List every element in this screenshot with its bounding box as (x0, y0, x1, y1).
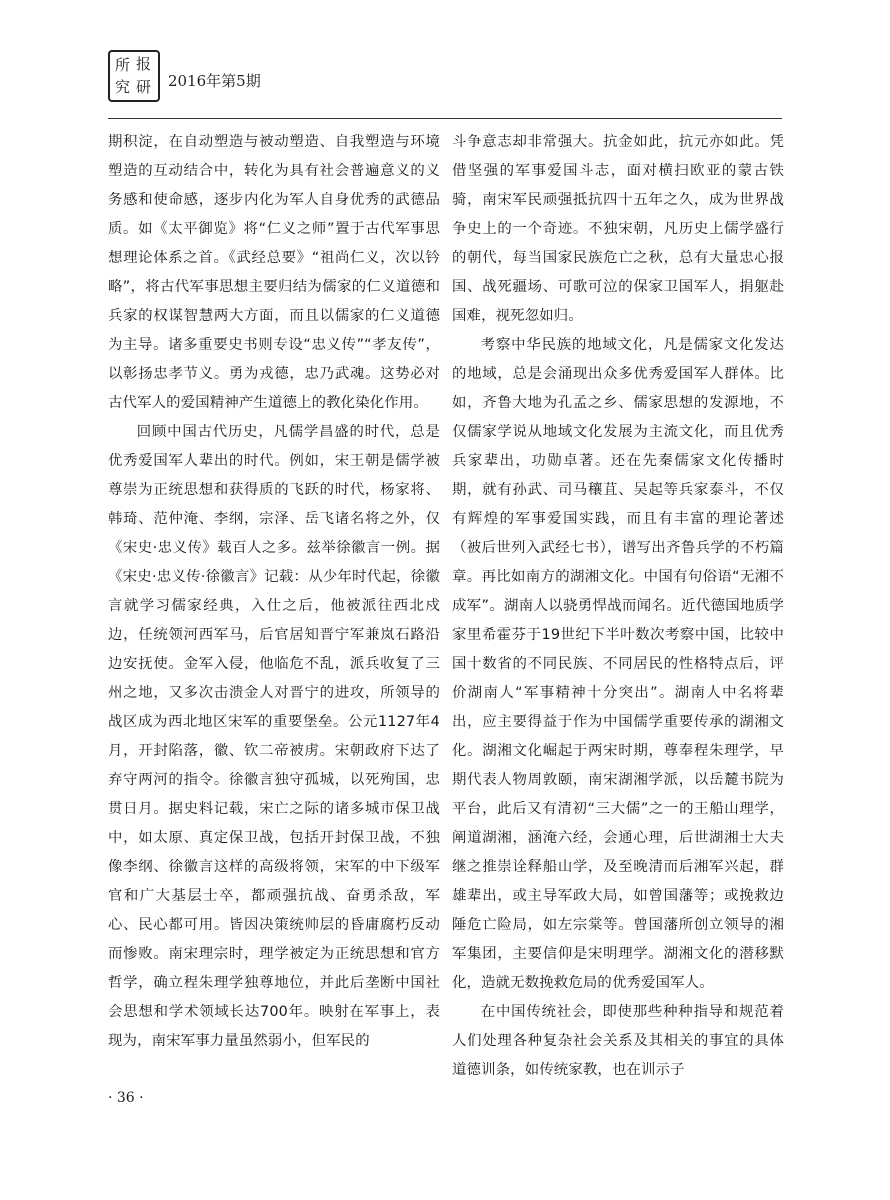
paragraph: 期积淀，在自动塑造与被动塑造、自我塑造与环境塑造的互动结合中，转化为具有社会普遍意义的义务感和使命感，逐步内化为军人自身优秀的武德品质。如《太平御览》将“仁义之师”置于古代军事思想理论体系之首。《武经总要》“祖尚仁义，次以钤略”，将古代军事思想主要归结为儒家的仁义道德和兵家的权谋智慧两大方面，而且以儒家的仁义道德为主导。诸多重要史书则专设“忠义传”“孝友传”，以彰扬忠孝节义。勇为戎德，忠乃武魂。这势必对古代军人的爱国精神产生道德上的教化染化作用。 (108, 134, 440, 411)
paragraph: 斗争意志却非常强大。抗金如此，抗元亦如此。凭借坚强的军事爱国斗志，面对横扫欧亚的蒙古铁骑，南宋军民顽强抵抗四十五年之久，成为世界战争史上的一个奇迹。不独宋朝，凡历史上儒学盛行的朝代，每当国家民族危亡之秋，总有大量忠心报国、战死疆场、可歌可泣的保家卫国军人，捐躯赴国难，视死忽如归。 (452, 134, 784, 324)
paragraph: 回顾中国古代历史，凡儒学昌盛的时代，总是优秀爱国军人辈出的时代。例如，宋王朝是儒学被尊崇为正统思想和获得质的飞跃的时代，杨家将、韩琦、范仲淹、李纲，宗泽、岳飞诸名将之外，仅《宋史·忠义传》载百人之多。兹举徐徽言一例。据《宋史·忠义传·徐徽言》记载：从少年时代起，徐徽言就学习儒家经典，入仕之后，他被派往西北戍边，任统领河西军马，后官居知晋宁军兼岚石路沿边安抚使。金军入侵，他临危不乱，派兵收复了三州之地，又多次击溃金人对晋宁的进攻，所领导的战区成为西北地区宋军的重要堡垒。公元1127年4月，开封陷落，徽、钦二帝被虏。宋朝政府下达了弃守两河的指令。徐徽言独守孤城，以死殉国，忠贯日月。据史料记载，宋亡之际的诸多城市保卫战中，如太原、真定保卫战，包括开封保卫战，不独像李纲、徐徽言这样的高级将领，宋军的中下级军官和广大基层士卒，都顽强抗战、奋勇杀敌，军心、民心都可用。皆因决策统帅层的昏庸腐朽反动而惨败。南宋理宗时，理学被定为正统思想和官方哲学，确立程朱理学独尊地位，并此后垄断中国社会思想和学术领域长达700年。映射在军事上，表现为，南宋军事力量虽然弱小，但军民的 (108, 424, 440, 1049)
right-column (452, 128, 784, 1085)
logo-char: 研 (136, 78, 152, 96)
journal-logo (108, 50, 160, 102)
left-column (108, 128, 440, 1056)
page-number: · 36 · (108, 1090, 144, 1106)
paragraph: 在中国传统社会，即使那些种种指导和规范着人们处理各种复杂社会关系及其相关的事宜的具体道德训条，如传统家教，也在训示子 (452, 1004, 784, 1078)
header-rule (108, 118, 782, 119)
issue-label: 2016年第5期 (168, 72, 261, 90)
page-header (108, 50, 808, 110)
logo-char: 所 (115, 56, 131, 74)
logo-char: 究 (115, 78, 131, 96)
paragraph: 考察中华民族的地域文化，凡是儒家文化发达的地域，总是会涌现出众多优秀爱国军人群体。比如，齐鲁大地为孔孟之乡、儒家思想的发源地，不仅儒家学说从地域文化发展为主流文化，而且优秀兵家辈出，功勋卓著。还在先秦儒家文化传播时期，就有孙武、司马穰苴、吴起等兵家泰斗，不仅有辉煌的军事爱国实践，而且有丰富的理论著述（被后世列入武经七书），谱写出齐鲁兵学的不朽篇章。再比如南方的湖湘文化。中国有句俗语“无湘不成军”。湖南人以骁勇悍战而闻名。近代德国地质学家里希霍芬于19世纪下半叶数次考察中国，比较中国十数省的不同民族、不同居民的性格特点后，评价湖南人“军事精神十分突出”。湖南人中名将辈出，应主要得益于作为中国儒学重要传承的湖湘文化。湖湘文化崛起于两宋时期，尊奉程朱理学，早期代表人物周敦颐，南宋湖湘学派，以岳麓书院为平台，此后又有清初“三大儒”之一的王船山理学，阐道湖湘，涵淹六经，会通心理，后世湖湘士大夫继之推崇诠释船山学，及至晚清而后湘军兴起，群雄辈出，或主导军政大局，如曾国藩等；或挽救边陲危亡险局，如左宗棠等。曾国藩所创立领导的湘军集团，主要信仰是宋明理学。湖湘文化的潜移默化，造就无数挽救危局的优秀爱国军人。 (452, 337, 784, 991)
logo-char: 报 (136, 55, 152, 73)
